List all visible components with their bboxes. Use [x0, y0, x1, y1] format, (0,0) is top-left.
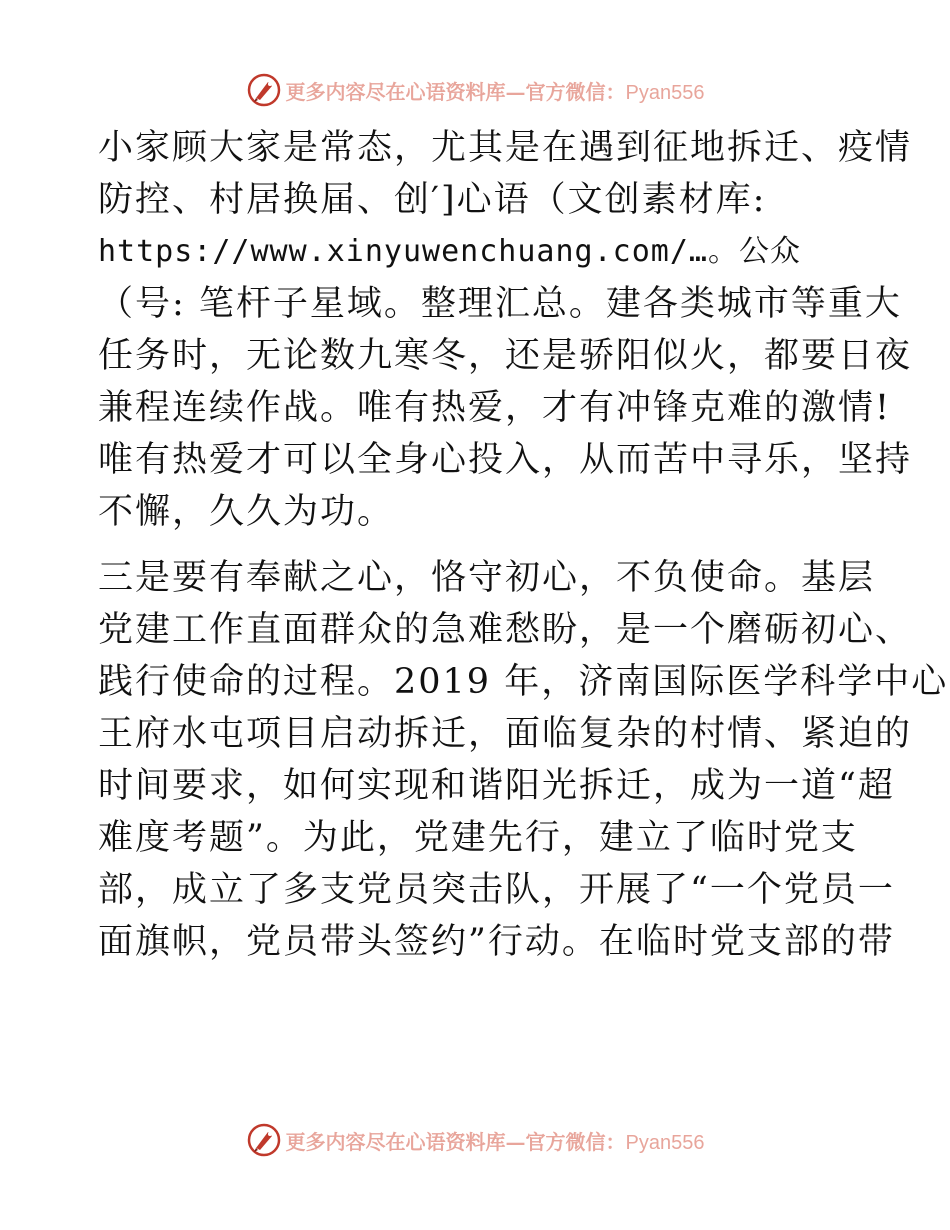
text-line: 小家顾大家是常态，尤其是在遇到征地拆迁、疫情: [98, 128, 913, 168]
document-body: [98, 122, 949, 968]
text-line-url: https://www.xinyuwenchuang.com/…。公众: [98, 234, 801, 269]
footer-brand-text: [286, 1126, 705, 1155]
paragraph-1: [98, 122, 913, 538]
footer-banner: [0, 1120, 950, 1160]
text-line: 三是要有奉献之心，恪守初心，不负使命。基层: [98, 558, 876, 598]
header-brand-text: [286, 76, 705, 105]
footer-brand-label: 更多内容尽在心语资料库—官方微信：: [285, 1129, 626, 1154]
text-line: 唯有热爱才可以全身心投入，从而苦中寻乐，坚持: [98, 440, 913, 480]
text-line: 难度考题”。为此，党建先行，建立了临时党支: [98, 818, 858, 858]
text-line: 防控、村居换届、创′]心语（文创素材库:: [98, 180, 767, 220]
paragraph-2: [98, 552, 949, 968]
text-line: 不懈，久久为功。: [98, 492, 395, 532]
text-line: 任务时，无论数九寒冬，还是骄阳似火，都要日夜: [98, 336, 913, 376]
text-line: 王府水屯项目启动拆迁，面临复杂的村情、紧迫的: [98, 714, 913, 754]
text-line: （号: 笔杆子星域。整理汇总。建各类城市等重大: [98, 284, 902, 324]
text-line: 践行使命的过程。2019 年，济南国际医学科学中心: [98, 662, 949, 702]
pen-nib-logo-icon: [246, 72, 282, 108]
text-line: 兼程连续作战。唯有热爱，才有冲锋克难的激情!: [98, 388, 892, 428]
pen-nib-logo-icon: [246, 1122, 282, 1158]
text-line: 党建工作直面群众的急难愁盼，是一个磨砺初心、: [98, 610, 913, 650]
text-line: 时间要求，如何实现和谐阳光拆迁，成为一道“超: [98, 766, 895, 806]
text-line: 部，成立了多支党员突击队，开展了“一个党员一: [98, 870, 895, 910]
footer-wechat-id: Pyan556: [625, 1131, 705, 1154]
header-wechat-id: Pyan556: [625, 81, 705, 104]
text-line: 面旗帜，党员带头签约”行动。在临时党支部的带: [98, 922, 895, 962]
header-brand-label: 更多内容尽在心语资料库—官方微信：: [285, 79, 626, 104]
header-banner: [0, 70, 950, 110]
